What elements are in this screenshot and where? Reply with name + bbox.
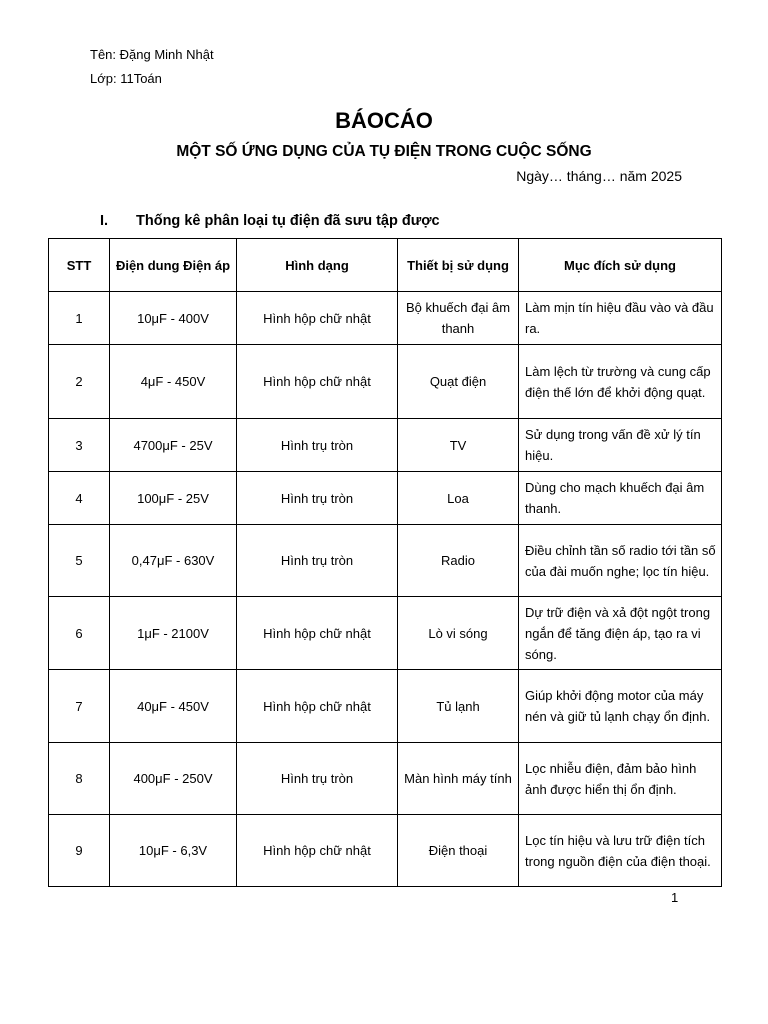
table-row [49, 525, 722, 597]
student-class: Lớp: 11Toán [90, 71, 162, 86]
page-number: 1 [671, 890, 679, 905]
cell-stt: 9 [49, 815, 110, 887]
cell-purpose: Lọc nhiễu điện, đảm bảo hình ảnh được hiển thị ổn định. [519, 743, 722, 815]
capacitor-table [48, 238, 722, 887]
cell-shape: Hình trụ tròn [237, 743, 398, 815]
table-row [49, 419, 722, 472]
cell-stt: 4 [49, 472, 110, 525]
cell-shape: Hình hộp chữ nhật [237, 597, 398, 670]
cell-capacitance: 10μF - 6,3V [110, 815, 237, 887]
table-row [49, 292, 722, 345]
cell-device: Bộ khuếch đại âm thanh [398, 292, 519, 345]
cell-purpose: Làm lệch từ trường và cung cấp điện thế lớn để khởi động quạt. [519, 345, 722, 419]
cell-stt: 8 [49, 743, 110, 815]
cell-capacitance: 4700μF - 25V [110, 419, 237, 472]
cell-stt: 5 [49, 525, 110, 597]
cell-stt: 7 [49, 670, 110, 743]
section-title: Thống kê phân loại tụ điện đã sưu tập được [136, 213, 440, 229]
table-row [49, 472, 722, 525]
table-row [49, 597, 722, 670]
cell-device: Lò vi sóng [398, 597, 519, 670]
cell-stt: 2 [49, 345, 110, 419]
cell-purpose: Lọc tín hiệu và lưu trữ điện tích trong nguồn điện của điện thoại. [519, 815, 722, 887]
report-subtitle: MỘT SỐ ỨNG DỤNG CỦA TỤ ĐIỆN TRONG CUỘC SỐNG [176, 143, 592, 160]
section-heading [100, 213, 440, 229]
cell-capacitance: 0,47μF - 630V [110, 525, 237, 597]
header-stt: STT [49, 239, 110, 292]
cell-purpose: Dự trữ điện và xả đột ngột trong ngắn để tăng điện áp, tạo ra vi sóng. [519, 597, 722, 670]
cell-purpose: Sử dụng trong vấn đề xử lý tín hiệu. [519, 419, 722, 472]
cell-device: Loa [398, 472, 519, 525]
cell-stt: 6 [49, 597, 110, 670]
report-title: BÁOCÁO [335, 108, 433, 133]
table-header-row [49, 239, 722, 292]
header-purpose: Mục đích sử dụng [519, 239, 722, 292]
cell-device: Tủ lạnh [398, 670, 519, 743]
cell-shape: Hình hộp chữ nhật [237, 345, 398, 419]
cell-device: Radio [398, 525, 519, 597]
header-capacitance-voltage: Điện dung Điện áp [110, 239, 237, 292]
cell-shape: Hình trụ tròn [237, 472, 398, 525]
student-name: Tên: Đặng Minh Nhật [90, 47, 214, 62]
cell-device: Quạt điện [398, 345, 519, 419]
cell-device: Màn hình máy tính [398, 743, 519, 815]
cell-capacitance: 4μF - 450V [110, 345, 237, 419]
cell-shape: Hình hộp chữ nhật [237, 670, 398, 743]
cell-device: TV [398, 419, 519, 472]
header-device: Thiết bị sử dụng [398, 239, 519, 292]
cell-shape: Hình trụ tròn [237, 419, 398, 472]
section-number: I. [100, 213, 109, 229]
report-date: Ngày… tháng… năm 2025 [516, 168, 682, 184]
cell-shape: Hình hộp chữ nhật [237, 815, 398, 887]
table-row [49, 670, 722, 743]
cell-stt: 1 [49, 292, 110, 345]
cell-shape: Hình trụ tròn [237, 525, 398, 597]
cell-purpose: Điều chỉnh tần số radio tới tần số của đài muốn nghe; lọc tín hiệu. [519, 525, 722, 597]
cell-purpose: Dùng cho mạch khuếch đại âm thanh. [519, 472, 722, 525]
cell-stt: 3 [49, 419, 110, 472]
cell-purpose: Giúp khởi động motor của máy nén và giữ tủ lạnh chạy ổn định. [519, 670, 722, 743]
cell-device: Điện thoại [398, 815, 519, 887]
header-shape: Hình dạng [237, 239, 398, 292]
table-row [49, 743, 722, 815]
cell-capacitance: 10μF - 400V [110, 292, 237, 345]
cell-capacitance: 1μF - 2100V [110, 597, 237, 670]
cell-capacitance: 100μF - 25V [110, 472, 237, 525]
table-row [49, 345, 722, 419]
cell-purpose: Làm mịn tín hiệu đầu vào và đầu ra. [519, 292, 722, 345]
table-row [49, 815, 722, 887]
cell-capacitance: 40μF - 450V [110, 670, 237, 743]
cell-shape: Hình hộp chữ nhật [237, 292, 398, 345]
cell-capacitance: 400μF - 250V [110, 743, 237, 815]
